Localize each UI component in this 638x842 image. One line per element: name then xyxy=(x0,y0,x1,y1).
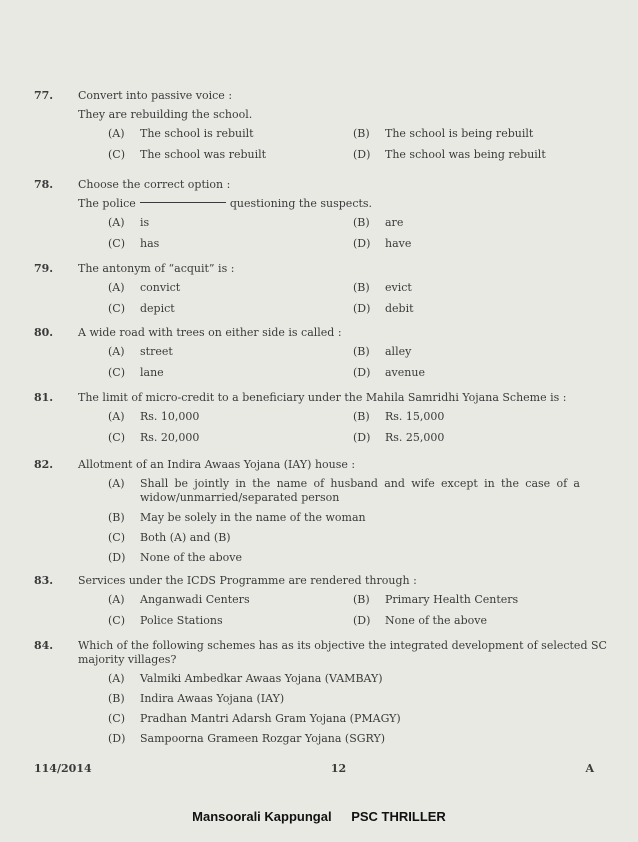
option-text: avenue xyxy=(385,366,425,379)
question-number: 77. xyxy=(34,89,54,102)
option-text: Both (A) and (B) xyxy=(140,531,231,544)
option-letter: (B) xyxy=(353,345,370,358)
option-text: Indira Awaas Yojana (IAY) xyxy=(140,692,285,705)
option-text: The school was being rebuilt xyxy=(385,148,546,161)
stem-before-blank: The police xyxy=(78,197,136,210)
option-letter: (B) xyxy=(353,281,370,294)
option-letter: (B) xyxy=(353,410,370,423)
option-a xyxy=(108,127,353,141)
option-letter: (D) xyxy=(353,366,371,379)
option-text: Rs. 15,000 xyxy=(385,410,445,423)
option-c xyxy=(108,531,614,545)
brand-name: PSC THRILLER xyxy=(351,809,446,824)
option-text: street xyxy=(140,345,173,358)
options-list xyxy=(108,477,614,565)
options-grid xyxy=(108,216,614,251)
question-number: 80. xyxy=(34,326,54,339)
series-letter: A xyxy=(585,762,594,775)
option-text: Rs. 20,000 xyxy=(140,431,200,444)
option-text: Rs. 10,000 xyxy=(140,410,200,423)
option-text: are xyxy=(385,216,404,229)
option-text: debit xyxy=(385,302,414,315)
question-79 xyxy=(34,262,614,316)
option-text: Pradhan Mantri Adarsh Gram Yojana (PMAGY) xyxy=(140,712,401,725)
option-d xyxy=(353,148,583,162)
option-d xyxy=(353,302,583,316)
option-letter: (A) xyxy=(108,477,125,490)
option-letter: (A) xyxy=(108,410,125,423)
page-footer xyxy=(34,762,594,775)
option-b xyxy=(108,511,614,525)
option-c xyxy=(108,431,353,445)
question-text: The antonym of “acquit” is : xyxy=(78,262,235,275)
option-letter: (D) xyxy=(353,614,371,627)
option-letter: (B) xyxy=(353,127,370,140)
option-letter: (C) xyxy=(108,531,125,544)
option-d xyxy=(108,732,614,746)
option-letter: (A) xyxy=(108,281,125,294)
option-text: None of the above xyxy=(385,614,487,627)
options-grid xyxy=(108,345,614,380)
option-letter: (D) xyxy=(353,431,371,444)
question-82 xyxy=(34,458,614,571)
option-text: Valmiki Ambedkar Awaas Yojana (VAMBAY) xyxy=(140,672,383,685)
option-letter: (A) xyxy=(108,593,125,606)
option-text: The school is rebuilt xyxy=(140,127,254,140)
question-81 xyxy=(34,391,614,445)
option-text: has xyxy=(140,237,160,250)
option-letter: (B) xyxy=(353,593,370,606)
option-letter: (D) xyxy=(353,302,371,315)
option-text: Rs. 25,000 xyxy=(385,431,445,444)
option-c xyxy=(108,366,353,380)
option-text: depict xyxy=(140,302,175,315)
option-letter: (C) xyxy=(108,431,125,444)
question-84 xyxy=(34,639,614,752)
option-text: evict xyxy=(385,281,412,294)
option-b xyxy=(353,281,583,295)
option-letter: (B) xyxy=(353,216,370,229)
question-text: A wide road with trees on either side is called : xyxy=(78,326,342,339)
option-letter: (A) xyxy=(108,127,125,140)
option-letter: (C) xyxy=(108,366,125,379)
option-b xyxy=(108,692,614,706)
options-grid xyxy=(108,127,614,162)
fill-blank xyxy=(140,202,226,203)
options-list xyxy=(108,672,614,746)
option-text: convict xyxy=(140,281,181,294)
option-letter: (D) xyxy=(108,732,126,745)
option-c xyxy=(108,148,353,162)
option-letter: (B) xyxy=(108,692,125,705)
stem-after-blank: questioning the suspects. xyxy=(229,197,373,210)
options-grid xyxy=(108,593,614,628)
option-text: May be solely in the name of the woman xyxy=(140,511,366,524)
page-number: 12 xyxy=(330,762,347,775)
question-text: Services under the ICDS Programme are rendered through : xyxy=(78,574,417,587)
option-letter: (C) xyxy=(108,712,125,725)
question-number: 82. xyxy=(34,458,54,471)
option-letter: (D) xyxy=(353,148,371,161)
question-text: Allotment of an Indira Awaas Yojana (IAY) house : xyxy=(78,458,356,471)
option-a xyxy=(108,477,614,505)
option-a xyxy=(108,216,353,230)
question-text: Choose the correct option : xyxy=(78,178,231,191)
question-text: Which of the following schemes has as its objective the integrated development of selected SC majority villages? xyxy=(78,639,607,666)
question-78 xyxy=(34,178,614,251)
options-grid xyxy=(108,410,614,445)
option-text: The school is being rebuilt xyxy=(385,127,534,140)
option-text: The school was rebuilt xyxy=(140,148,267,161)
option-text: lane xyxy=(140,366,164,379)
question-number: 84. xyxy=(34,639,54,652)
option-text: have xyxy=(385,237,412,250)
option-a xyxy=(108,672,614,686)
option-letter: (C) xyxy=(108,302,125,315)
option-text: alley xyxy=(385,345,412,358)
question-77 xyxy=(34,89,614,162)
option-a xyxy=(108,410,353,424)
option-letter: (C) xyxy=(108,614,125,627)
option-d xyxy=(353,614,583,628)
option-letter: (D) xyxy=(108,551,126,564)
option-b xyxy=(353,127,583,141)
option-b xyxy=(353,345,583,359)
option-c xyxy=(108,237,353,251)
option-letter: (C) xyxy=(108,237,125,250)
option-letter: (B) xyxy=(108,511,125,524)
option-text: Police Stations xyxy=(140,614,223,627)
option-c xyxy=(108,614,353,628)
question-text: The limit of micro-credit to a beneficiary under the Mahila Samridhi Yojana Scheme is : xyxy=(78,391,567,404)
option-d xyxy=(353,366,583,380)
option-c xyxy=(108,302,353,316)
option-letter: (C) xyxy=(108,148,125,161)
option-b xyxy=(353,410,583,424)
option-letter: (A) xyxy=(108,345,125,358)
question-number: 81. xyxy=(34,391,54,404)
option-text: Shall be jointly in the name of husband and wife except in the case of a widow/unmarried/separated person xyxy=(140,477,580,504)
option-c xyxy=(108,712,614,726)
option-a xyxy=(108,281,353,295)
watermark-banner xyxy=(0,809,638,824)
option-letter: (D) xyxy=(353,237,371,250)
option-b xyxy=(353,593,583,607)
option-text: None of the above xyxy=(140,551,242,564)
option-letter: (A) xyxy=(108,672,125,685)
option-text: Primary Health Centers xyxy=(385,593,519,606)
question-83 xyxy=(34,574,614,628)
question-stem: They are rebuilding the school. xyxy=(78,108,253,121)
option-d xyxy=(353,237,583,251)
question-number: 83. xyxy=(34,574,54,587)
option-d xyxy=(353,431,583,445)
option-letter: (A) xyxy=(108,216,125,229)
option-text: Sampoorna Grameen Rozgar Yojana (SGRY) xyxy=(140,732,386,745)
option-text: is xyxy=(140,216,150,229)
question-stem xyxy=(78,197,614,211)
option-a xyxy=(108,593,353,607)
option-d xyxy=(108,551,614,565)
question-number: 79. xyxy=(34,262,54,275)
question-text: Convert into passive voice : xyxy=(78,89,233,102)
author-name: Mansoorali Kappungal xyxy=(192,809,332,824)
question-number: 78. xyxy=(34,178,54,191)
option-a xyxy=(108,345,353,359)
option-text: Anganwadi Centers xyxy=(140,593,250,606)
option-b xyxy=(353,216,583,230)
question-80 xyxy=(34,326,614,380)
paper-code: 114/2014 xyxy=(34,762,92,775)
options-grid xyxy=(108,281,614,316)
